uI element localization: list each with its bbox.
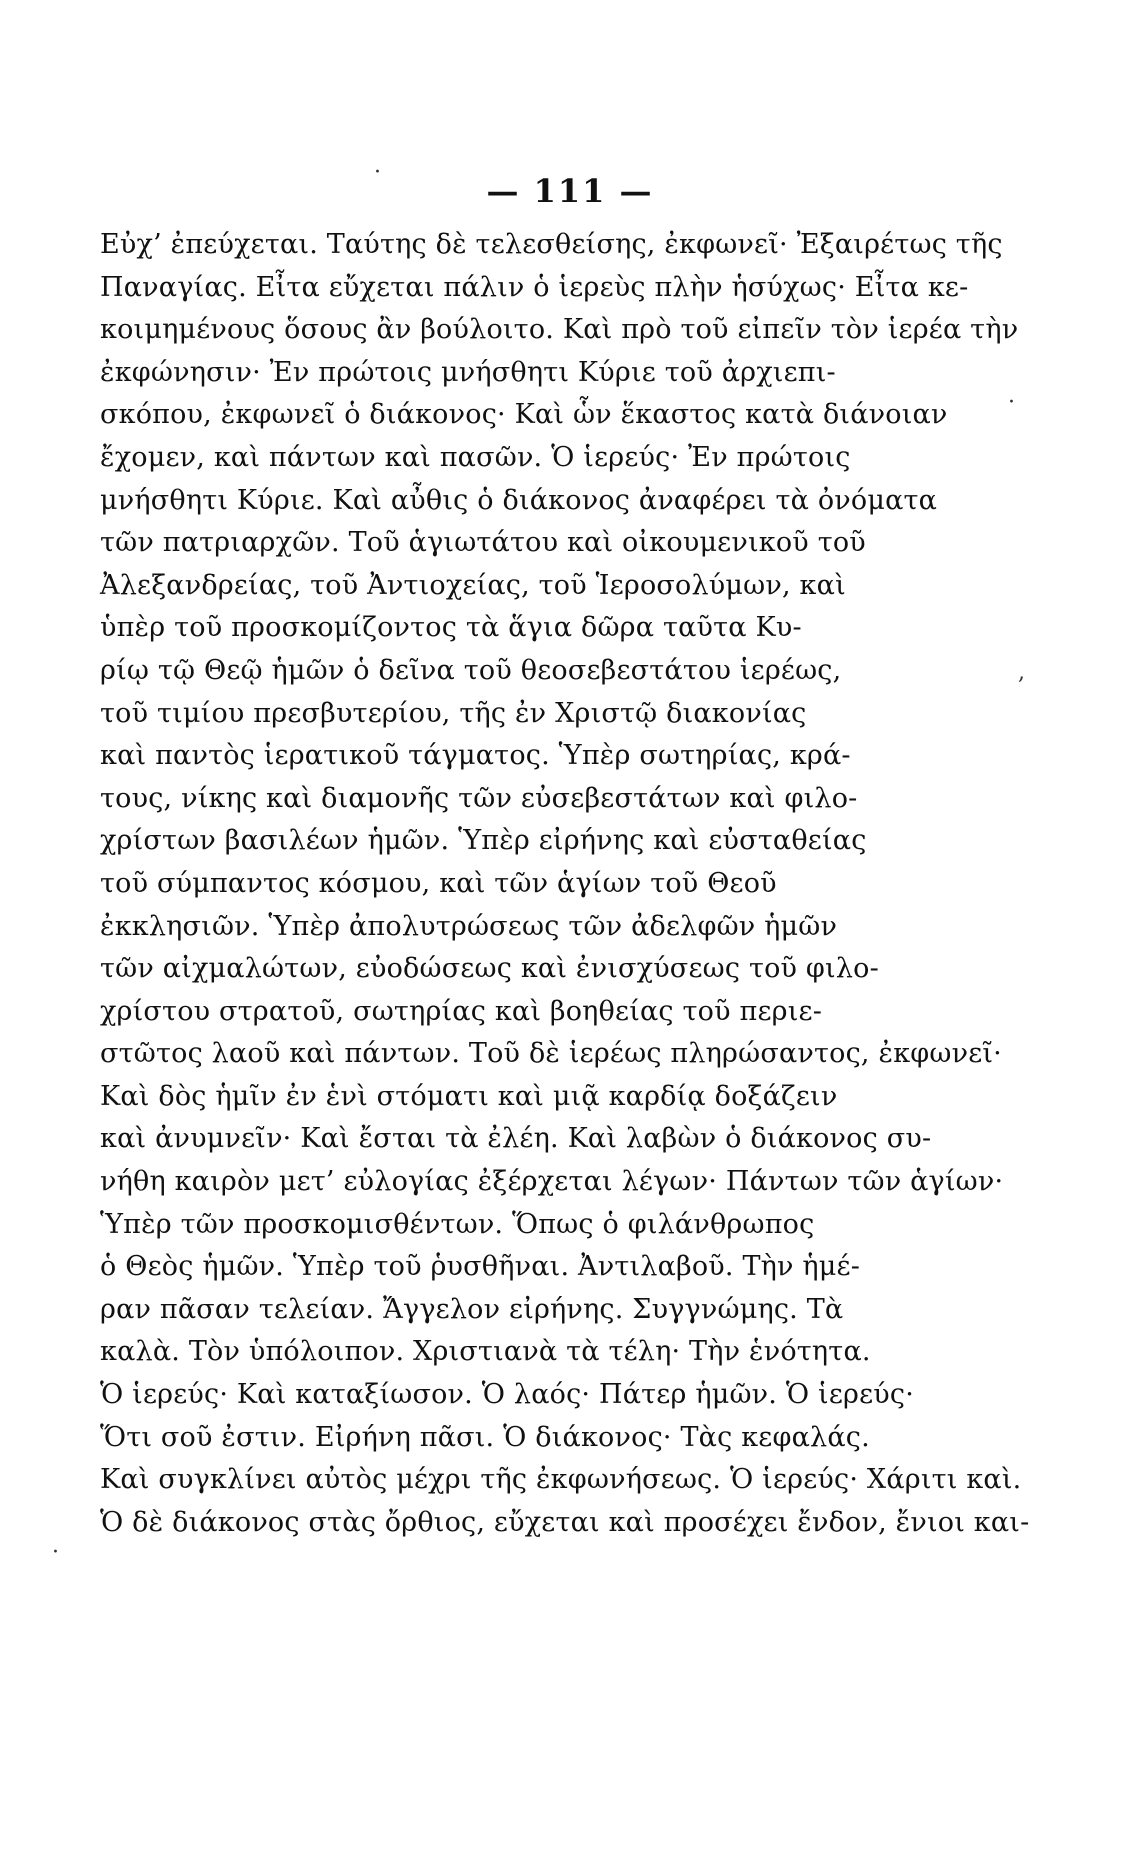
text-line: Καὶ συγκλίνει αὐτὸς μέχρι τῆς ἐκφωνήσεως. Ὁ ἱερεύς· Χάριτι καὶ. [100, 1464, 1022, 1496]
text-line: καὶ ἀνυμνεῖν· Καὶ ἔσται τὰ ἐλέη. Καὶ λαβὼν ὁ διάκονος συ- [100, 1123, 932, 1155]
text-line: Ὅτι σοῦ ἐστιν. Εἰρήνη πᾶσι. Ὁ διάκονος· Τὰς κεφαλάς. [100, 1421, 870, 1453]
text-line: Ὑπὲρ τῶν προσκομισθέντων. Ὅπως ὁ φιλάνθρωπος [100, 1208, 815, 1240]
text-line: Ἀλεξανδρείας, τοῦ Ἀντιοχείας, τοῦ Ἱεροσολύμων, καὶ [100, 569, 846, 601]
body-text [100, 224, 1030, 1544]
text-line: ὑπὲρ τοῦ προσκομίζοντος τὰ ἅγια δῶρα ταῦτα Κυ- [100, 612, 802, 644]
text-line: κοιμημένους ὅσους ἂν βούλοιτο. Καὶ πρὸ τοῦ εἰπεῖν τὸν ἱερέα τὴν [100, 314, 1019, 346]
stray-mark: , [1018, 660, 1025, 685]
text-line: τῶν πατριαρχῶν. Τοῦ ἁγιωτάτου καὶ οἰκουμενικοῦ τοῦ [100, 527, 866, 559]
text-line: ἔχομεν, καὶ πάντων καὶ πασῶν. Ὁ ἱερεύς· Ἐν πρώτοις [100, 441, 851, 473]
text-line: Εὐχ’ ἐπεύχεται. Ταύτης δὲ τελεσθείσης, ἐκφωνεῖ· Ἐξαιρέτως τῆς [100, 229, 1003, 260]
text-line: τοῦ τιμίου πρεσβυτερίου, τῆς ἐν Χριστῷ διακονίας [100, 697, 807, 729]
text-line: μνήσθητι Κύριε. Καὶ αὖθις ὁ διάκονος ἀναφέρει τὰ ὀνόματα [100, 484, 938, 516]
text-line: χρίστου στρατοῦ, σωτηρίας καὶ βοηθείας τοῦ περιε- [100, 995, 823, 1027]
text-line: τῶν αἰχμαλώτων, εὐοδώσεως καὶ ἐνισχύσεως τοῦ φιλο- [100, 953, 879, 985]
text-line: ἐκφώνησιν· Ἐν πρώτοις μνήσθητι Κύριε τοῦ ἀρχιεπι- [100, 356, 836, 388]
text-line: τους, νίκης καὶ διαμονῆς τῶν εὐσεβεστάτων καὶ φιλο- [100, 782, 858, 814]
text-line: ρίῳ τῷ Θεῷ ἡμῶν ὁ δεῖνα τοῦ θεοσεβεστάτου ἱερέως, [100, 654, 842, 686]
stray-mark: · [52, 1540, 59, 1565]
text-line: χρίστων βασιλέων ἡμῶν. Ὑπὲρ εἰρήνης καὶ εὐσταθείας [100, 825, 867, 857]
text-line: καὶ παντὸς ἱερατικοῦ τάγματος. Ὑπὲρ σωτηρίας, κρά- [100, 740, 851, 772]
text-line: ἐκκλησιῶν. Ὑπὲρ ἀπολυτρώσεως τῶν ἀδελφῶν ἡμῶν [100, 910, 838, 942]
stray-mark: · [374, 160, 381, 185]
text-line: τοῦ σύμπαντος κόσμου, καὶ τῶν ἁγίων τοῦ Θεοῦ [100, 867, 777, 899]
page-number: — 111 — [486, 172, 654, 210]
text-line: Παναγίας. Εἶτα εὔχεται πάλιν ὁ ἱερεὺς πλὴν ἡσύχως· Εἶτα κε- [100, 271, 969, 303]
text-line: Ὁ δὲ διάκονος στὰς ὄρθιος, εὔχεται καὶ προσέχει ἔνδον, ἔνιοι και- [100, 1506, 1030, 1538]
text-line: Ὁ ἱερεύς· Καὶ καταξίωσον. Ὁ λαός· Πάτερ ἡμῶν. Ὁ ἱερεύς· [100, 1379, 914, 1411]
text-line: καλὰ. Τὸν ὑπόλοιπον. Χριστιανὰ τὰ τέλη· Τὴν ἑνότητα. [100, 1336, 871, 1368]
text-line: Καὶ δὸς ἡμῖν ἐν ἑνὶ στόματι καὶ μιᾷ καρδίᾳ δοξάζειν [100, 1080, 838, 1112]
text-line: σκόπου, ἐκφωνεῖ ὁ διάκονος· Καὶ ὧν ἕκαστος κατὰ διάνοιαν [100, 399, 948, 431]
text-line: ραν πᾶσαν τελείαν. Ἄγγελον εἰρήνης. Συγγνώμης. Τὰ [100, 1293, 844, 1325]
text-line: ὁ Θεὸς ἡμῶν. Ὑπὲρ τοῦ ῥυσθῆναι. Ἀντιλαβοῦ. Τὴν ἡμέ- [100, 1251, 861, 1283]
text-line: στῶτος λαοῦ καὶ πάντων. Τοῦ δὲ ἱερέως πληρώσαντος, ἐκφωνεῖ· [100, 1038, 1002, 1070]
stray-mark: · [1008, 390, 1015, 415]
text-line: νήθη καιρὸν μετ’ εὐλογίας ἐξέρχεται λέγων· Πάντων τῶν ἁγίων· [100, 1166, 1004, 1198]
